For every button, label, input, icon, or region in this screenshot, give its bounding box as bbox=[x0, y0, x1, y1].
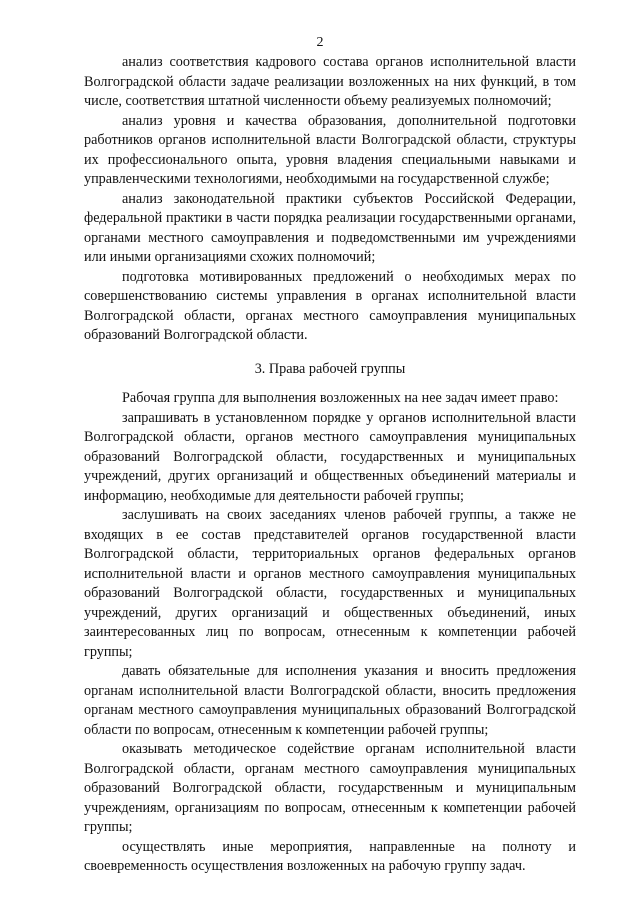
paragraph-right-other: осуществлять иные мероприятия, направленные на полноту и своевременность осуществления возложенных на рабочую группу задач. bbox=[84, 838, 576, 874]
paragraph-right-request: запрашивать в установленном порядке у органов исполнительной власти Волгоградской области, органов местного самоуправления муниципальных образований Волгоградской области, государственных и муниципальных учреждений, других организаций и общественных объединений материалы и информацию, необходимые для деятельности рабочей группы; bbox=[84, 409, 576, 504]
paragraph-right-hear: заслушивать на своих заседаниях членов рабочей группы, а также не входящих в ее состав представителей органов государственной власти Волгоградской области, территориальных органов федеральных органов исполнительной власти и органов местного самоуправления муниципальных образований Волгоградской области, государственных и муниципальных учреждений, других организаций и общественных объединений, иных заинтересованных лиц по вопросам, отнесенным к компетенции рабочей группы; bbox=[84, 507, 576, 660]
paragraph-staff-analysis: анализ соответствия кадрового состава органов исполнительной власти Волгоградской области задаче реализации возложенных на них функций, в том числе, соответствия штатной численности объему реализуемых полномочий; bbox=[84, 54, 576, 109]
section-heading: 3. Права рабочей группы bbox=[254, 360, 406, 377]
paragraph-education-analysis: анализ уровня и качества образования, дополнительной подготовки работников органов исполнительной власти Волгоградской области, структуры их профессионального опыта, уровня владения специальными навыками и управленческими технологиями, необходимыми на государственной службе; bbox=[84, 112, 576, 187]
paragraph-right-instruct: давать обязательные для исполнения указания и вносить предложения органам исполнительной власти Волгоградской области, вносить предложения органам местного самоуправления муниципальных образований Волгоградской области по вопросам, отнесенным к компетенции рабочей группы; bbox=[84, 663, 576, 738]
paragraph-rights-intro: Рабочая группа для выполнения возложенных на нее задач имеет право: bbox=[122, 390, 559, 406]
document-body bbox=[84, 53, 576, 877]
paragraph-proposals-preparation: подготовка мотивированных предложений о необходимых мерах по совершенствованию системы управления в органах исполнительной власти Волгоградской области, органах местного самоуправления муниципальных образований Волгоградской области. bbox=[84, 268, 576, 343]
paragraph-legislative-analysis: анализ законодательной практики субъектов Российской Федерации, федеральной практики в части порядка реализации государственными органами, органами местного самоуправления и подведомственными им учреждениями или иными организациями схожих полномочий; bbox=[84, 190, 576, 265]
paragraph-right-assist: оказывать методическое содействие органам исполнительной власти Волгоградской области, органам местного самоуправления муниципальных образований Волгоградской области, государственным и муниципальным учреждениям, организациям по вопросам, отнесенным к компетенции рабочей группы; bbox=[84, 741, 576, 835]
page-number: 2 bbox=[316, 35, 324, 50]
